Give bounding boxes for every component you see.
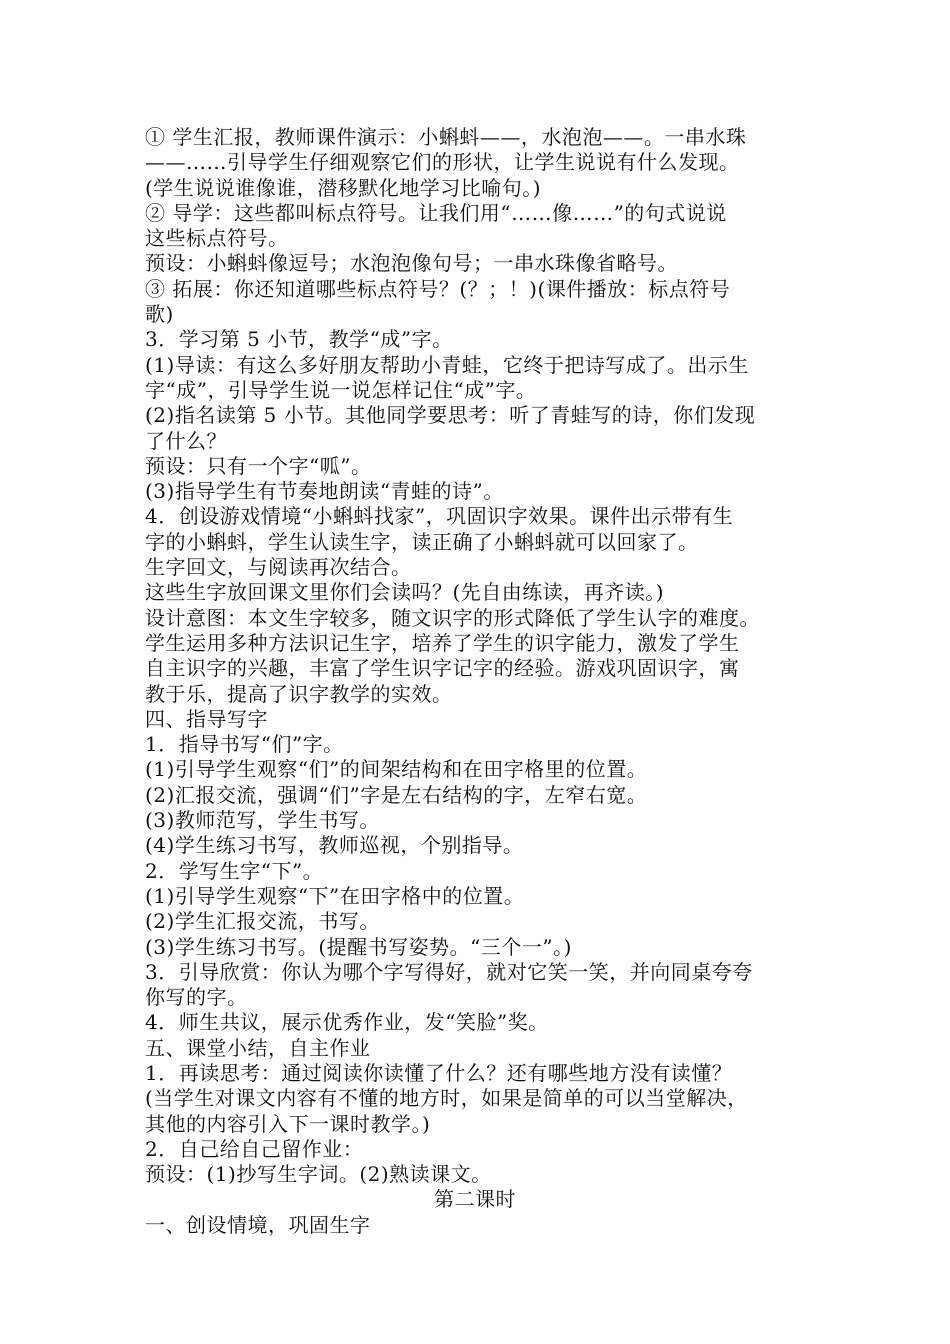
text-line: 1．指导书写“们”字。 xyxy=(145,732,344,757)
text-line: (3)教师范写，学生书写。 xyxy=(145,808,380,833)
text-line: 预设：(1)抄写生字词。(2)熟读课文。 xyxy=(145,1162,492,1187)
text-line: 4．师生共议，展示优秀作业，发“笑脸”奖。 xyxy=(145,1010,549,1035)
text-line: 3．引导欣赏：你认为哪个字写得好，就对它笑一笑，并向同桌夸夸 xyxy=(145,959,753,984)
text-line: 四、指导写字 xyxy=(145,706,268,731)
text-line: (1)导读：有这么多好朋友帮助小青蛙，它终于把诗写成了。出示生 xyxy=(145,352,749,377)
text-line: ② 导学：这些都叫标点符号。让我们用“……像……”的句式说说 xyxy=(145,200,727,225)
text-line: 学生运用多种方法识记生字，培养了学生的识字能力，激发了学生 xyxy=(145,630,740,655)
text-line: 这些标点符号。 xyxy=(145,226,289,251)
text-line: 1．再读思考：通过阅读你读懂了什么？还有哪些地方没有读懂？ xyxy=(145,1060,733,1085)
text-line: (1)引导学生观察“们”的间架结构和在田字格里的位置。 xyxy=(145,757,648,782)
text-line: 字的小蝌蚪，学生认读生字，读正确了小蝌蚪就可以回家了。 xyxy=(145,529,699,554)
text-line: 这些生字放回课文里你们会读吗？(先自由练读，再齐读。) xyxy=(145,580,665,605)
text-line: 生字回文，与阅读再次结合。 xyxy=(145,555,412,580)
text-line: 教于乐，提高了识字教学的实效。 xyxy=(145,681,453,706)
text-line: ③ 拓展：你还知道哪些标点符号？(？；！)(课件播放：标点符号 xyxy=(145,276,731,301)
text-line: 预设：只有一个字“呱”。 xyxy=(145,453,372,478)
text-line: (2)指名读第 5 小节。其他同学要思考：听了青蛙写的诗，你们发现 xyxy=(145,403,756,428)
text-line: (2)学生汇报交流，书写。 xyxy=(145,909,380,934)
text-line: (2)汇报交流，强调“们”字是左右结构的字，左窄右宽。 xyxy=(145,782,648,807)
text-line: 其他的内容引入下一课时教学。) xyxy=(145,1111,431,1136)
text-line: 字“成”，引导学生说一说怎样记住“成”字。 xyxy=(145,377,537,402)
text-line: 设计意图：本文生字较多，随文识字的形式降低了学生认字的难度。 xyxy=(145,605,760,630)
text-line: 歌) xyxy=(145,302,174,327)
text-line: ① 学生汇报，教师课件演示：小蝌蚪——，水泡泡——。一串水珠 xyxy=(145,125,747,149)
text-line: 预设：小蝌蚪像逗号；水泡泡像句号；一串水珠像省略号。 xyxy=(145,251,678,276)
text-line: 2．自己给自己留作业： xyxy=(145,1136,364,1161)
text-line: (当学生对课文内容有不懂的地方时，如果是简单的可以当堂解决， xyxy=(145,1086,748,1111)
text-line: (3)学生练习书写。(提醒书写姿势。“三个一”。) xyxy=(145,934,572,959)
text-line: 你写的字。 xyxy=(145,985,248,1010)
text-line: 一、创设情境，巩固生字 xyxy=(145,1212,371,1237)
text-line: 五、课堂小结，自主作业 xyxy=(145,1035,371,1060)
text-line: 3．学习第 5 小节，教学“成”字。 xyxy=(145,327,453,352)
text-line: ——……引导学生仔细观察它们的形状，让学生说说有什么发现。 xyxy=(145,150,740,175)
text-line: 自主识字的兴趣，丰富了学生识字记字的经验。游戏巩固识字，寓 xyxy=(145,656,740,681)
text-line: (4)学生练习书写，教师巡视，个别指导。 xyxy=(145,833,524,858)
text-line: (3)指导学生有节奏地朗读“青蛙的诗”。 xyxy=(145,479,504,504)
text-line: (1)引导学生观察“下”在田字格中的位置。 xyxy=(145,883,525,908)
text-line: 4．创设游戏情境“小蝌蚪找家”，巩固识字效果。课件出示带有生 xyxy=(145,504,734,529)
text-line: 2．学写生字“下”。 xyxy=(145,858,324,883)
document-page xyxy=(145,125,835,1238)
section-heading: 第二课时 xyxy=(434,1187,516,1212)
text-line: 了什么？ xyxy=(145,428,227,453)
text-line: (学生说说谁像谁，潜移默化地学习比喻句。) xyxy=(145,175,542,200)
